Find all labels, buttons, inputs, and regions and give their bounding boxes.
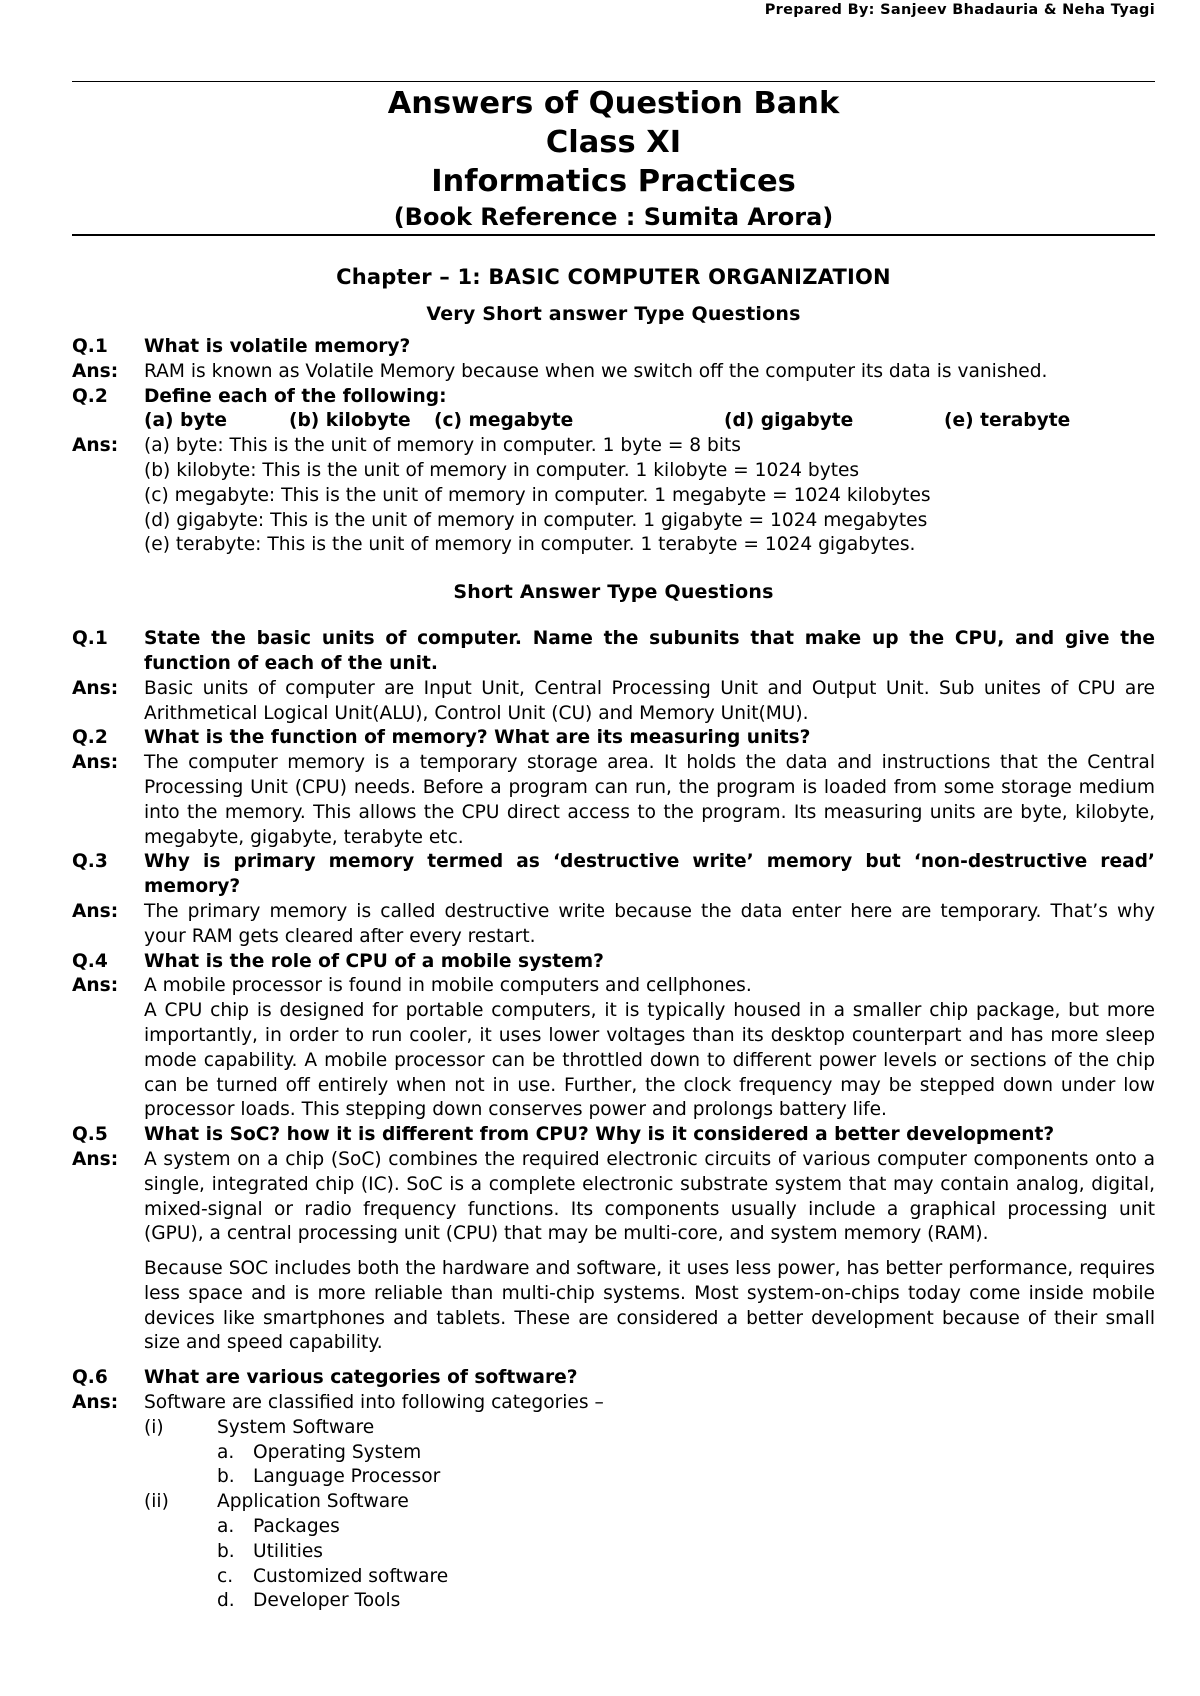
vs-q2-options bbox=[144, 409, 1070, 434]
answer-label: Ans: bbox=[72, 975, 119, 997]
list-item bbox=[217, 1565, 1155, 1590]
list-text: Application Software bbox=[217, 1491, 409, 1513]
chapter-heading: Chapter – 1: BASIC COMPUTER ORGANIZATION bbox=[336, 265, 891, 289]
answer-line: (b) kilobyte: This is the unit of memory in computer. 1 kilobyte = 1024 bytes bbox=[144, 459, 860, 481]
list-text: System Software bbox=[217, 1416, 375, 1438]
list-number: (ii) bbox=[144, 1491, 169, 1513]
answer-text: RAM is known as Volatile Memory because when we switch off the computer its data is vanished. bbox=[144, 360, 1048, 382]
answer-label: Ans: bbox=[72, 900, 119, 922]
vs-a1 bbox=[72, 360, 1155, 385]
answer-label: Ans: bbox=[72, 752, 119, 774]
answer-text: Because SOC includes both the hardware and software, it uses less power, has better performance, requires less space and is more reliable than multi-chip systems. Most system-on-chips today come inside mobile devices like smartphones and tablets. These are considered a better development because of their small size and speed capability. bbox=[144, 1258, 1155, 1354]
s-a6 bbox=[72, 1391, 1155, 1416]
list-text: Utilities bbox=[253, 1540, 323, 1562]
option-megabyte: (c) megabyte bbox=[434, 410, 574, 432]
answer-text: The computer memory is a temporary storage area. It holds the data and instructions that the Central Processing Unit (CPU) needs. Before a program can run, the program is loaded from some storage medium into the memory. This allows the CPU direct access to the program. Its measuring units are byte, kilobyte, megabyte, gigabyte, terabyte etc. bbox=[144, 752, 1155, 848]
document-body bbox=[72, 262, 1155, 1614]
list-number: c. bbox=[217, 1565, 234, 1587]
answer-text: A CPU chip is designed for portable computers, it is typically housed in a smaller chip package, but more importantly, in order to run cooler, it uses lower voltages than its desktop counterpart and has more sleep mode capability. A mobile processor can be throttled down to different power levels or sections of the chip can be turned off entirely when not in use. Further, the clock frequency may be stepped down under low processor loads. This stepping down conserves power and prolongs battery life. bbox=[144, 1000, 1155, 1121]
list-number: a. bbox=[217, 1516, 235, 1538]
list-number: b. bbox=[217, 1466, 235, 1488]
option-byte: (a) byte bbox=[144, 410, 227, 432]
list-number: d. bbox=[217, 1590, 235, 1612]
list-text: Language Processor bbox=[253, 1466, 441, 1488]
answer-line: (d) gigabyte: This is the unit of memory in computer. 1 gigabyte = 1024 megabytes bbox=[144, 509, 928, 531]
question-label: Q.6 bbox=[72, 1367, 108, 1389]
prepared-by: Prepared By: Sanjeev Bhadauria & Neha Tyagi bbox=[764, 2, 1155, 18]
question-text: Why is primary memory termed as ‘destructive write’ memory but ‘non-destructive read’ memory? bbox=[144, 851, 1155, 898]
s-a1 bbox=[72, 677, 1155, 727]
s-q1 bbox=[72, 627, 1155, 677]
answer-label: Ans: bbox=[72, 1148, 119, 1170]
title-book-reference: (Book Reference : Sumita Arora) bbox=[393, 203, 834, 231]
option-kilobyte: (b) kilobyte bbox=[289, 410, 411, 432]
answer-label: Ans: bbox=[72, 677, 119, 699]
s-a5 bbox=[72, 1148, 1155, 1247]
category-system-software bbox=[144, 1416, 1155, 1441]
answer-line: (e) terabyte: This is the unit of memory in computer. 1 terabyte = 1024 gigabytes. bbox=[144, 534, 916, 556]
list-text: Packages bbox=[253, 1516, 340, 1538]
question-label: Q.2 bbox=[72, 385, 108, 407]
answer-text: Basic units of computer are Input Unit, Central Processing Unit and Output Unit. Sub unites of CPU are Arithmetical Logical Unit(ALU), Control Unit (CU) and Memory Unit(MU). bbox=[144, 677, 1155, 724]
short-heading: Short Answer Type Questions bbox=[453, 581, 774, 604]
answer-label: Ans: bbox=[72, 360, 119, 382]
question-text: What is volatile memory? bbox=[144, 336, 411, 357]
title-line-1: Answers of Question Bank bbox=[387, 86, 840, 121]
s-q5 bbox=[72, 1123, 1155, 1148]
title-line-2: Class XI bbox=[545, 125, 682, 160]
answer-text: A system on a chip (SoC) combines the required electronic circuits of various computer components onto a single, integrated chip (IC). SoC is a complete electronic substrate system that may contain analog, digital, mixed-signal or radio frequency functions. Its components usually include a graphical processing unit (GPU), a central processing unit (CPU) that may be multi-core, and system memory (RAM). bbox=[144, 1148, 1155, 1245]
title-bottom-rule bbox=[72, 234, 1155, 236]
answer-line: (a) byte: This is the unit of memory in computer. 1 byte = 8 bits bbox=[144, 435, 741, 457]
answer-label: Ans: bbox=[72, 435, 119, 457]
s-q2 bbox=[72, 726, 1155, 751]
top-rule bbox=[72, 81, 1155, 82]
s-a4 bbox=[72, 974, 1155, 1123]
question-text: Define each of the following: bbox=[144, 385, 447, 407]
title-line-3: Informatics Practices bbox=[431, 164, 796, 199]
list-item bbox=[217, 1515, 1155, 1540]
answer-label: Ans: bbox=[72, 1392, 119, 1414]
question-label: Q.4 bbox=[72, 950, 108, 972]
very-short-heading: Very Short answer Type Questions bbox=[426, 303, 801, 325]
list-number: b. bbox=[217, 1540, 235, 1562]
s-a2 bbox=[72, 751, 1155, 850]
category-application-software bbox=[144, 1490, 1155, 1515]
question-text: What is the role of CPU of a mobile system? bbox=[144, 950, 604, 972]
vs-q2 bbox=[72, 385, 1155, 410]
s-q6 bbox=[72, 1366, 1155, 1391]
title-block bbox=[72, 84, 1155, 233]
question-label: Q.3 bbox=[72, 851, 108, 873]
answer-text: The primary memory is called destructive write because the data enter here are temporary. That’s why your RAM gets cleared after every restart. bbox=[144, 900, 1155, 947]
list-item bbox=[217, 1465, 1155, 1490]
s-q4 bbox=[72, 950, 1155, 975]
list-item bbox=[217, 1540, 1155, 1565]
answer-text: A mobile processor is found in mobile computers and cellphones. bbox=[144, 975, 752, 997]
answer-line: (c) megabyte: This is the unit of memory in computer. 1 megabyte = 1024 kilobytes bbox=[144, 484, 931, 506]
s-q3 bbox=[72, 850, 1155, 900]
option-gigabyte: (d) gigabyte bbox=[724, 410, 854, 432]
answer-text: Software are classified into following categories – bbox=[144, 1392, 604, 1414]
question-text: State the basic units of computer. Name the subunits that make up the CPU, and give the function of each of the unit. bbox=[144, 628, 1155, 674]
question-label: Q.5 bbox=[72, 1124, 108, 1146]
option-terabyte: (e) terabyte bbox=[944, 410, 1071, 432]
s-a3 bbox=[72, 900, 1155, 950]
question-label: Q.2 bbox=[72, 727, 108, 749]
question-label: Q.1 bbox=[72, 628, 108, 650]
list-item bbox=[217, 1441, 1155, 1466]
list-text: Operating System bbox=[253, 1441, 422, 1463]
list-number: (i) bbox=[144, 1416, 164, 1438]
vs-q1 bbox=[72, 335, 1155, 360]
question-label: Q.1 bbox=[72, 336, 108, 357]
question-text: What is the function of memory? What are its measuring units? bbox=[144, 727, 811, 749]
question-text: What are various categories of software? bbox=[144, 1367, 578, 1389]
vs-q2-options-row bbox=[72, 409, 1155, 434]
vs-a2 bbox=[72, 434, 1155, 558]
list-text: Customized software bbox=[253, 1565, 449, 1587]
list-item bbox=[217, 1589, 1155, 1614]
question-text: What is SoC? how it is different from CPU? Why is it considered a better development? bbox=[144, 1124, 1055, 1146]
list-number: a. bbox=[217, 1441, 235, 1463]
list-text: Developer Tools bbox=[253, 1590, 401, 1612]
